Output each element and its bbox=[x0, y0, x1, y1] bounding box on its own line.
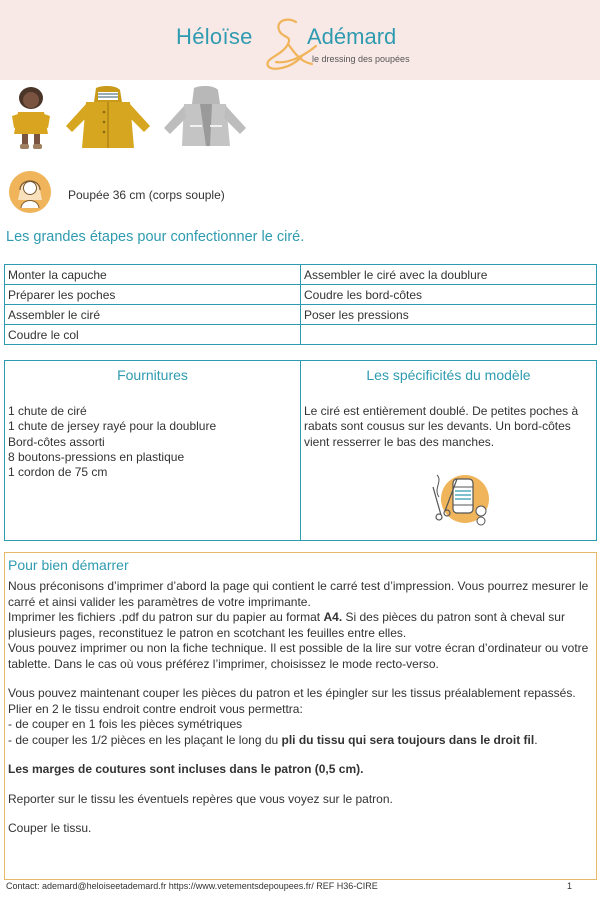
step-cell bbox=[301, 325, 597, 345]
brand-logo bbox=[172, 14, 432, 70]
format-emphasis: A4. bbox=[323, 610, 343, 624]
step-cell: Monter la capuche bbox=[5, 265, 301, 285]
text-span: Si des pièces du patron sont à cheval sur plusieurs pages, reconstituez le patron en scotchant les feuilles entre elles. bbox=[8, 610, 565, 640]
text-span: Imprimer les fichiers .pdf du patron sur du papier au format bbox=[8, 610, 324, 624]
step-cell: Assembler le ciré avec la doublure bbox=[301, 265, 597, 285]
step-cell: Coudre les bord-côtes bbox=[301, 285, 597, 305]
brand-name-left: Héloïse bbox=[176, 24, 253, 49]
start-paragraph bbox=[8, 610, 593, 641]
page-number: 1 bbox=[567, 881, 573, 891]
start-paragraph: Vous pouvez maintenant couper les pièces du patron et les épingler sur les tissus préalablement repassés. bbox=[8, 686, 576, 700]
step-cell: Assembler le ciré bbox=[5, 305, 301, 325]
doll-avatar-icon bbox=[8, 170, 52, 214]
list-item: 1 chute de ciré bbox=[8, 404, 87, 418]
doll-wearing-raincoat-image bbox=[8, 86, 54, 152]
specificites-box bbox=[300, 360, 597, 541]
specificites-title: Les spécificités du modèle bbox=[366, 367, 531, 383]
doll-size-row bbox=[8, 170, 408, 218]
footer-contact: Contact: ademard@heloiseetademard.fr https://www.vetementsdepoupees.fr/ REF H36-CIRE bbox=[6, 881, 378, 891]
table-row bbox=[5, 265, 597, 285]
page-footer bbox=[6, 881, 596, 891]
start-title: Pour bien démarrer bbox=[8, 557, 129, 573]
list-item: 1 cordon de 75 cm bbox=[8, 465, 108, 480]
fold-emphasis: pli du tissu qui sera toujours dans le droit fil bbox=[281, 732, 535, 747]
fournitures-list bbox=[8, 404, 216, 480]
start-paragraph: Couper le tissu. bbox=[8, 821, 92, 835]
fournitures-title: Fournitures bbox=[117, 367, 188, 383]
list-item: 1 chute de jersey rayé pour la doublure bbox=[8, 419, 217, 434]
start-body bbox=[8, 579, 593, 837]
list-item: 8 boutons-pressions en plastique bbox=[8, 449, 185, 464]
sewing-kit-icon bbox=[429, 469, 493, 533]
seam-allowance-note: Les marges de coutures sont incluses dans le patron (0,5 cm). bbox=[8, 762, 364, 776]
brand-name-right: Adémard bbox=[307, 24, 397, 49]
start-paragraph bbox=[8, 733, 593, 749]
table-row bbox=[5, 325, 597, 345]
table-row bbox=[5, 285, 597, 305]
page-header bbox=[0, 0, 600, 80]
fournitures-box bbox=[4, 360, 301, 541]
specificites-text: Le ciré est entièrement doublé. De petites poches à rabats sont cousus sur les devants. Un bord-côtes vient resserrer le bas des manches. bbox=[304, 404, 579, 449]
brand-tagline: le dressing des poupées bbox=[312, 54, 410, 64]
yellow-raincoat-image bbox=[62, 86, 152, 152]
start-paragraph: Nous préconisons d’imprimer d’abord la page qui contient le carré test d’impression. Vous pourrez mesurer le carré et ainsi valider les paramètres de votre imprimante. bbox=[8, 579, 589, 609]
start-paragraph: Plier en 2 le tissu endroit contre endroit vous permettra: bbox=[8, 701, 303, 716]
steps-table bbox=[4, 264, 597, 345]
start-paragraph: - de couper en 1 fois les pièces symétriques bbox=[8, 717, 243, 731]
start-box bbox=[4, 552, 597, 880]
start-paragraph: Reporter sur le tissu les éventuels repères que vous voyez sur le patron. bbox=[8, 791, 393, 806]
list-item: Bord-côtes assorti bbox=[8, 434, 105, 449]
step-cell: Préparer les poches bbox=[5, 285, 301, 305]
start-paragraph: Vous pouvez imprimer ou non la fiche technique. Il est possible de la lire sur votre écran d’ordinateur ou votre tablette. Dans le cas où vous préférez l’imprimer, choisissez le mode recto-verso. bbox=[8, 641, 589, 671]
table-row bbox=[5, 305, 597, 325]
text-span: . bbox=[534, 732, 538, 747]
text-span: - de couper les 1/2 pièces en les plaçant le long du bbox=[8, 732, 282, 747]
main-title: Les grandes étapes pour confectionner le ciré. bbox=[6, 229, 305, 245]
step-cell: Coudre le col bbox=[5, 325, 301, 345]
step-cell: Poser les pressions bbox=[301, 305, 597, 325]
grey-raincoat-image bbox=[160, 86, 250, 152]
doll-size-label: Poupée 36 cm (corps souple) bbox=[68, 188, 225, 202]
